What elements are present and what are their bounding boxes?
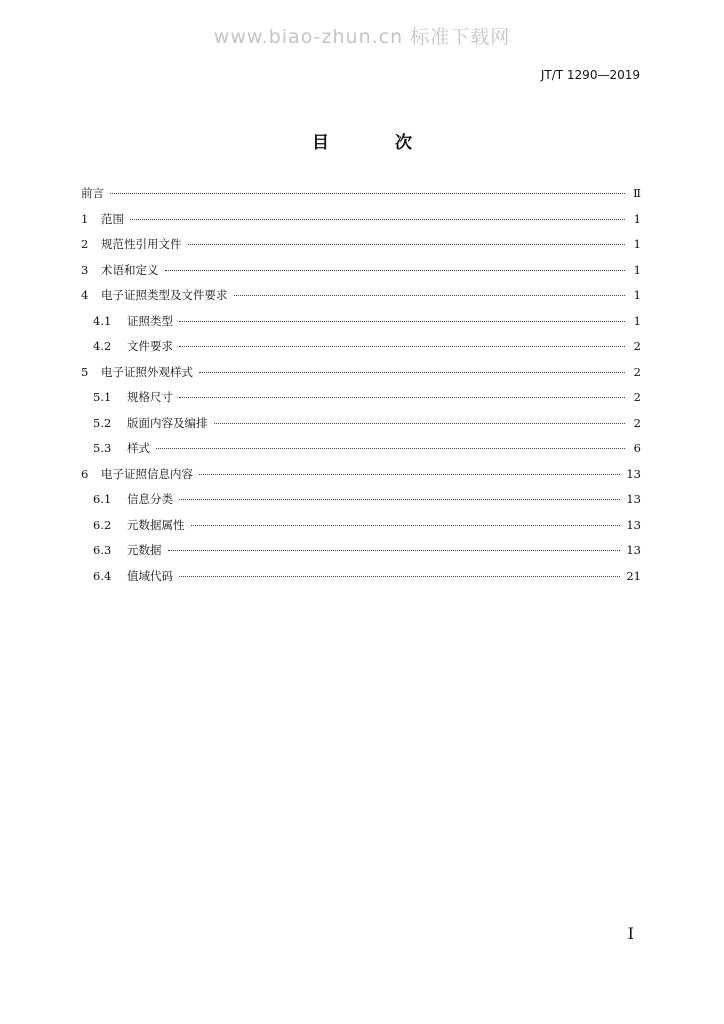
toc-dot-leader [199,372,625,373]
toc-entry-label: 范围 [101,211,124,226]
toc-entry-label: 电子证照类型及文件要求 [101,288,228,302]
toc-entry-label: 前言 [81,186,104,200]
toc-entry-number: 6.3 [93,543,112,557]
toc-entry[interactable] [81,466,641,492]
toc-entry-page: 1 [633,288,641,302]
toc-entry[interactable] [81,211,641,237]
toc-entry-number: 5.3 [93,441,112,455]
toc-entry-page: 13 [626,517,641,532]
toc-entry-page: 21 [626,568,641,583]
toc-entry-label: 规范性引用文件 [101,237,182,251]
toc-entry-page: 1 [633,313,641,328]
toc-entry[interactable] [81,338,641,364]
toc-dot-leader [199,474,620,475]
toc-entry-label: 电子证照信息内容 [101,466,193,481]
toc-entry-number: 6.2 [93,517,112,532]
toc-dot-leader [179,321,625,322]
table-of-contents [81,185,641,593]
toc-entry-label: 版面内容及编排 [127,415,208,430]
toc-entry-label: 值域代码 [127,568,173,583]
toc-dot-leader [165,270,626,271]
toc-entry-page: 13 [626,466,641,481]
toc-entry[interactable] [81,389,641,415]
toc-entry-label: 术语和定义 [101,262,159,277]
toc-entry[interactable] [81,287,641,313]
toc-entry[interactable] [81,364,641,390]
toc-dot-leader [179,397,625,398]
standard-code: JT/T 1290—2019 [540,68,640,82]
toc-entry[interactable] [81,542,641,568]
toc-entry-number: 5.2 [93,415,112,430]
toc-entry[interactable] [81,185,641,211]
toc-entry-label: 电子证照外观样式 [101,364,193,379]
toc-entry-number: 6.1 [93,492,112,506]
toc-entry-number: 4.1 [93,313,112,328]
toc-dot-leader [179,576,620,577]
toc-entry-page: 2 [633,364,641,379]
toc-title: 目 次 [312,133,442,153]
toc-entry-number: 5 [81,364,89,379]
toc-entry-page: 2 [633,339,641,353]
page-number: I [627,924,634,943]
toc-dot-leader [156,448,625,449]
toc-dot-leader [168,550,621,551]
toc-entry-number: 4 [81,288,89,302]
toc-dot-leader [179,346,625,347]
toc-entry[interactable] [81,313,641,339]
toc-entry-label: 元数据 [127,543,162,557]
toc-entry-number: 2 [81,237,89,251]
toc-entry[interactable] [81,491,641,517]
toc-dot-leader [214,423,626,424]
toc-entry-label: 元数据属性 [127,517,185,532]
toc-entry[interactable] [81,236,641,262]
toc-dot-leader [130,219,625,220]
toc-entry-number: 3 [81,262,89,277]
toc-entry-number: 1 [81,211,89,226]
toc-entry-page: 13 [626,492,641,506]
toc-entry-page: 1 [633,262,641,277]
toc-entry-page: 6 [633,441,641,455]
toc-dot-leader [179,499,620,500]
toc-entry[interactable] [81,440,641,466]
toc-entry-number: 6.4 [93,568,112,583]
toc-entry-label: 规格尺寸 [127,390,173,404]
toc-entry-label: 证照类型 [127,313,173,328]
toc-entry-number: 6 [81,466,89,481]
toc-entry[interactable] [81,415,641,441]
toc-entry-page: Ⅱ [633,186,641,200]
toc-entry-number: 5.1 [93,390,112,404]
toc-entry-label: 文件要求 [127,339,173,353]
toc-entry-page: 1 [633,211,641,226]
toc-entry[interactable] [81,568,641,594]
watermark: www.biao-zhun.cn 标准下载网 [213,26,511,48]
toc-entry[interactable] [81,262,641,288]
toc-entry-label: 信息分类 [127,492,173,506]
toc-dot-leader [188,244,626,245]
toc-entry-number: 4.2 [93,339,112,353]
toc-entry[interactable] [81,517,641,543]
toc-entry-page: 1 [633,237,641,251]
toc-entry-label: 样式 [127,441,150,455]
toc-entry-page: 13 [626,543,641,557]
toc-dot-leader [191,525,621,526]
toc-dot-leader [110,193,625,194]
toc-entry-page: 2 [633,415,641,430]
toc-dot-leader [234,295,626,296]
toc-entry-page: 2 [633,390,641,404]
